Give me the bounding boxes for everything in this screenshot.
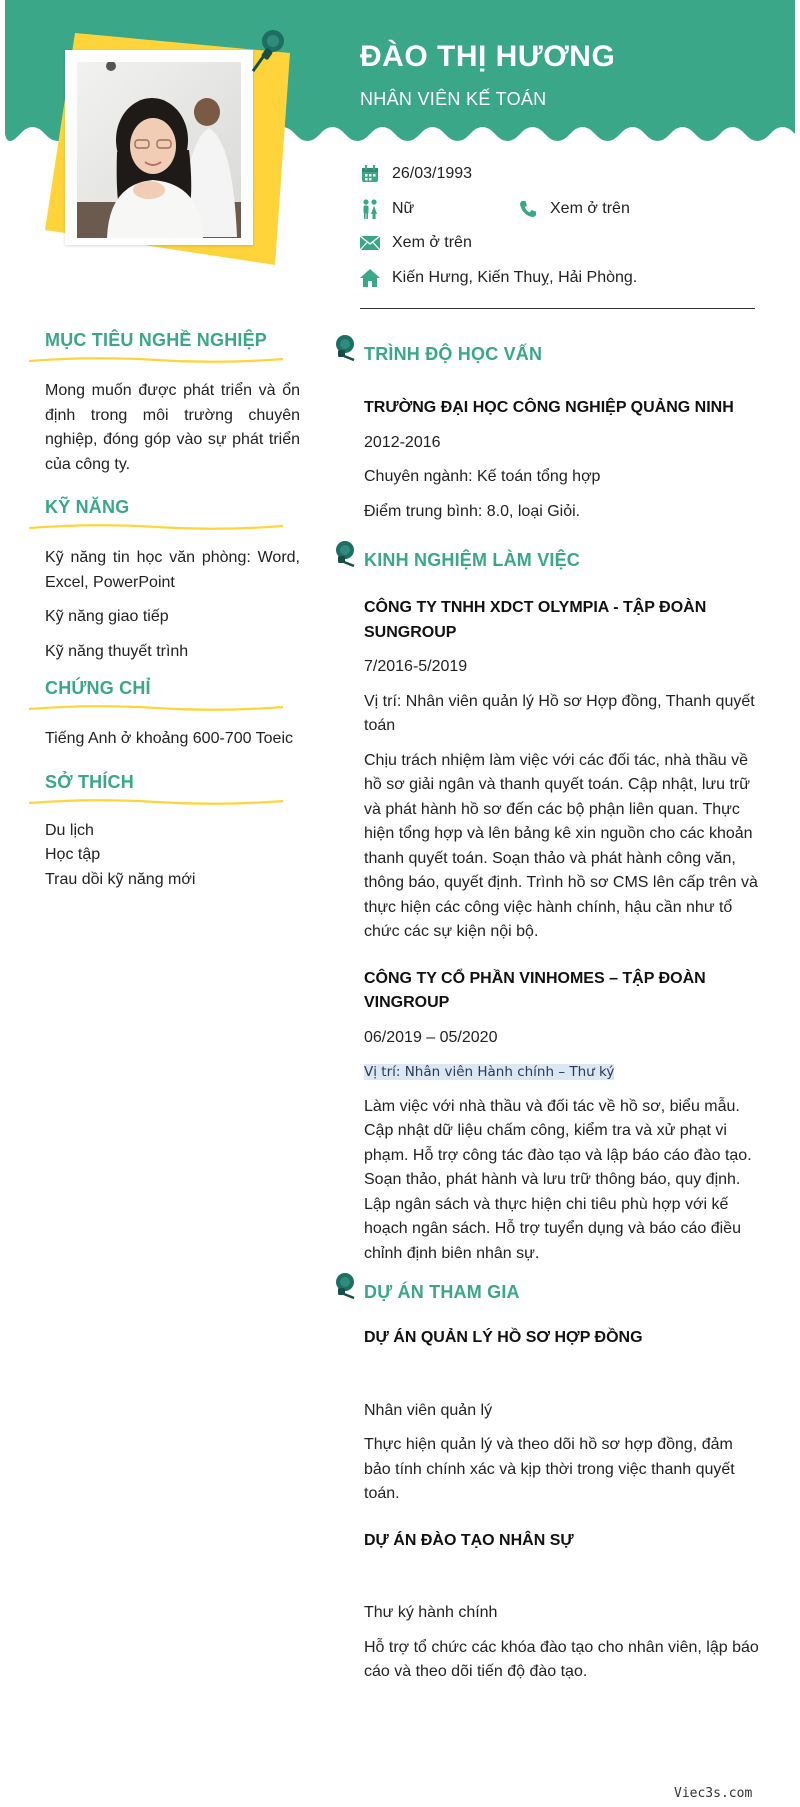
project-name: DỰ ÁN QUẢN LÝ HỒ SƠ HỢP ĐỒNG — [364, 1329, 643, 1346]
phone-value: Xem ở trên — [550, 200, 630, 217]
job-period: 7/2016-5/2019 — [364, 658, 468, 675]
education-heading — [330, 340, 760, 368]
certificates-section — [28, 678, 300, 752]
project-name: DỰ ÁN ĐÀO TẠO NHÂN SỰ — [364, 1531, 574, 1549]
phone-icon — [518, 199, 538, 219]
candidate-job-title: NHÂN VIÊN KẾ TOÁN — [360, 89, 547, 109]
job-company: CÔNG TY CỔ PHẦN VINHOMES – TẬP ĐOÀN VINGROUP — [364, 969, 706, 1011]
skill-item: Kỹ năng thuyết trình — [45, 642, 189, 660]
certificates-heading: CHỨNG CHỈ — [45, 678, 151, 698]
education-gpa: Điểm trung bình: 8.0, loại Giỏi. — [364, 502, 581, 520]
hobby-item: Du lịch — [45, 821, 94, 839]
candidate-name: ĐÀO THỊ HƯƠNG — [360, 40, 616, 73]
skills-heading: KỸ NĂNG — [45, 497, 130, 517]
skill-item: Kỹ năng giao tiếp — [45, 608, 169, 625]
pushpin-icon — [330, 540, 358, 570]
hobbies-heading: SỞ THÍCH — [45, 771, 134, 792]
profile-photo — [77, 62, 241, 238]
gender-value: Nữ — [392, 200, 415, 217]
project-role: Thư ký hành chính — [364, 1604, 498, 1621]
job-period: 06/2019 – 05/2020 — [364, 1028, 498, 1046]
left-column — [28, 330, 300, 892]
experience-heading — [330, 546, 760, 574]
projects-heading-text: DỰ ÁN THAM GIA — [364, 1282, 520, 1302]
project-entry — [330, 1326, 760, 1507]
site-watermark: Viec3s.com — [674, 1786, 753, 1801]
job-description: Làm việc với nhà thầu và đối tác về hồ sơ, biểu mẫu. Cập nhật dữ liệu chấm công, kiểm tra và xử phạt vi phạm. Hỗ trợ công tác đào tạo và lập báo cáo đào tạo. Soạn thảo, phát hành và lưu trữ thông báo, quy định. Lập ngân sách và thực hiện chi tiêu phù hợp với kế hoạch ngân sách. Hỗ trợ tuyển dụng và báo cáo điều chỉnh định biên nhân sự. — [364, 1097, 752, 1262]
skills-section — [28, 497, 300, 664]
address-value: Kiến Hưng, Kiến Thuỵ, Hải Phòng. — [392, 269, 638, 286]
skill-item: Kỹ năng tin học văn phòng: Word, Excel, PowerPoint — [45, 549, 300, 591]
education-period: 2012-2016 — [364, 433, 441, 451]
envelope-icon — [360, 233, 380, 253]
gender-icon — [360, 199, 380, 219]
pushpin-icon — [245, 25, 295, 75]
header-divider — [360, 308, 755, 309]
email-value: Xem ở trên — [392, 234, 472, 251]
calendar-icon — [360, 164, 380, 184]
profile-photo-block — [40, 25, 300, 275]
heading-underline — [28, 797, 284, 807]
birthday-value: 26/03/1993 — [392, 165, 473, 182]
contact-address — [360, 268, 637, 288]
contact-gender — [360, 199, 414, 219]
contact-birthday — [360, 164, 472, 184]
photo-frame — [65, 50, 253, 245]
hobbies-section — [28, 772, 300, 893]
project-role: Nhân viên quản lý — [364, 1401, 493, 1419]
heading-underline — [28, 355, 284, 365]
job-position: Vị trí: Nhân viên Hành chính – Thư ký — [364, 1064, 615, 1080]
job-position-wrap — [330, 1060, 760, 1085]
project-entry — [330, 1529, 760, 1685]
job-position: Vị trí: Nhân viên quản lý Hồ sơ Hợp đồng, Thanh quyết toán — [364, 692, 755, 734]
certificate-item: Tiếng Anh ở khoảng 600-700 Toeic — [45, 730, 294, 747]
experience-heading-text: KINH NGHIỆM LÀM VIỆC — [364, 550, 581, 570]
contact-phone — [518, 199, 630, 219]
objective-section — [28, 330, 300, 477]
project-description: Hỗ trợ tổ chức các khóa đào tạo cho nhân viên, lập báo cáo và theo dõi tiến độ đào tạo. — [364, 1638, 759, 1680]
job-company: CÔNG TY TNHH XDCT OLYMPIA - TẬP ĐOÀN SUNGROUP — [364, 599, 707, 641]
education-major: Chuyên ngành: Kế toán tổng hợp — [364, 468, 601, 485]
education-heading-text: TRÌNH ĐỘ HỌC VẤN — [364, 344, 543, 364]
home-icon — [360, 268, 380, 288]
projects-heading — [330, 1278, 760, 1306]
right-column — [330, 340, 760, 1685]
contact-email — [360, 233, 472, 253]
hobby-item: Trau dồi kỹ năng mới — [45, 870, 196, 888]
education-school: TRƯỜNG ĐẠI HỌC CÔNG NGHIỆP QUẢNG NINH — [364, 399, 734, 416]
hobby-item: Học tập — [45, 846, 101, 863]
pushpin-icon — [330, 1272, 358, 1302]
objective-heading: MỤC TIÊU NGHỀ NGHIỆP — [45, 330, 268, 350]
job-entry — [330, 596, 760, 945]
objective-text: Mong muốn được phát triển và ổn định trong môi trường chuyên nghiệp, đóng góp vào sự phát triển của công ty. — [45, 382, 300, 473]
job-description: Chịu trách nhiệm làm việc với các đối tác, nhà thầu về hồ sơ giải ngân và thanh quyết toán. Cập nhật, lưu trữ và phát hành hồ sơ đến các bộ phận liên quan. Thực hiện tổng hợp và lên bảng kê xin nguồn cho các khoản thanh quyết toán. Soạn thảo và phát hành công văn, thông báo, quyết định. Trình hồ sơ CMS lên cấp trên và thực hiện các công việc hành chính, hậu cần như tổ chức các sự kiện nội bộ. — [364, 751, 758, 940]
project-description: Thực hiện quản lý và theo dõi hồ sơ hợp đồng, đảm bảo tính chính xác và kịp thời trong việc thanh quyết toán. — [364, 1436, 735, 1502]
job-entry — [330, 967, 760, 1267]
heading-underline — [28, 522, 284, 532]
pushpin-icon — [330, 334, 358, 364]
heading-underline — [28, 703, 284, 713]
